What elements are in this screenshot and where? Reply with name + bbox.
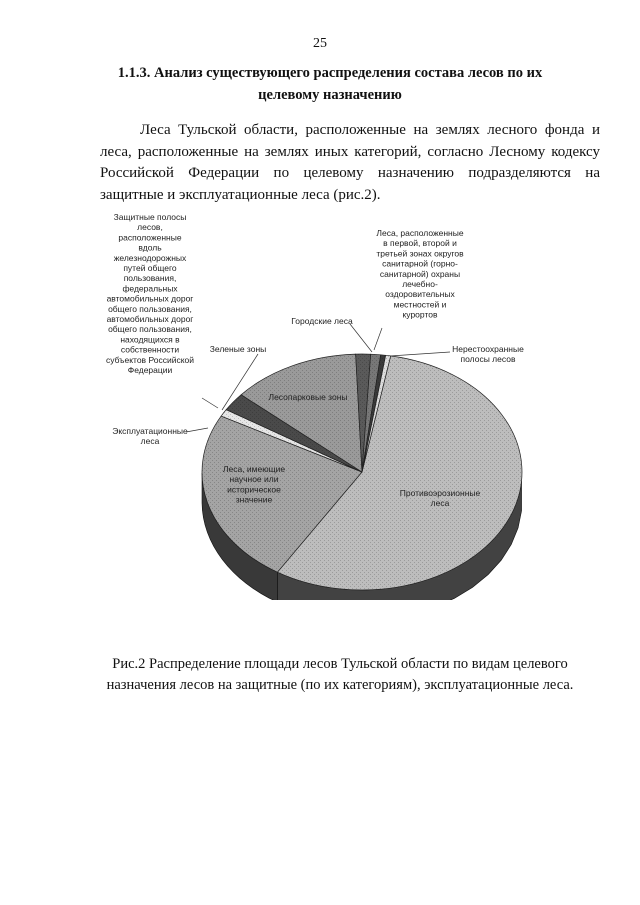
callout-line: Лесопарковые зоны xyxy=(268,392,348,402)
callout-line: Эксплуатационные xyxy=(112,426,188,436)
callout-line: санитарной) охраны xyxy=(379,268,461,279)
callout-label-4 xyxy=(210,344,267,354)
callout-line: историческое xyxy=(227,484,281,495)
callout-line: Городские леса xyxy=(291,316,353,326)
leader-line-2 xyxy=(350,324,372,352)
callout-line: общего пользования, xyxy=(108,324,192,335)
leader-line-1 xyxy=(374,328,382,350)
callout-line: федеральных xyxy=(122,283,178,294)
figure-caption: Рис.2 Распределение площади лесов Тульской области по видам целевого назначения лесов на защитные (по их категориям), эксплуатационные леса. xyxy=(106,656,574,693)
callout-line: Нерестоохранные xyxy=(452,344,524,354)
callout-line: общего пользования, xyxy=(108,303,192,314)
callout-label-1 xyxy=(376,228,464,320)
callout-line: автомобильных дорог xyxy=(106,314,194,324)
callout-label-6 xyxy=(268,392,347,402)
callout-line: Зеленые зоны xyxy=(209,344,267,354)
callout-line: леса xyxy=(430,498,450,509)
pie-chart-svg xyxy=(90,210,570,600)
callout-line: лесов, xyxy=(137,222,163,233)
callout-label-5 xyxy=(112,426,188,446)
callout-label-2 xyxy=(291,316,353,326)
leader-line-5 xyxy=(186,428,208,432)
callout-line: автомобильных дорог xyxy=(106,293,194,304)
callout-line: местностей и xyxy=(393,299,447,310)
leader-line-3 xyxy=(390,352,450,356)
callout-line: Леса, имеющие xyxy=(222,464,286,474)
callout-line: субъектов Российской xyxy=(106,354,194,365)
callout-line: санитарной (горно- xyxy=(382,258,458,269)
body-paragraph: Леса Тульской области, расположенные на землях лесного фонда и леса, расположенные на землях иных категорий, согласно Лесному кодексу Российской Федерации по целевому назначению подразделяются на защитные и эксплуатационные леса (рис.2). xyxy=(100,122,600,203)
callout-label-3 xyxy=(452,344,524,364)
callout-line: значение xyxy=(235,494,273,505)
callout-line: расположенные xyxy=(118,232,182,243)
callout-line: Леса, расположенные xyxy=(376,228,464,238)
callout-line: вдоль xyxy=(138,242,162,253)
callout-line: Противоэрозионные xyxy=(399,488,481,498)
callout-line: оздоровительных xyxy=(385,289,455,300)
callout-line: курортов xyxy=(402,309,438,320)
leader-line-0 xyxy=(202,398,218,408)
callout-line: третьей зонах округов xyxy=(376,248,464,259)
pie-chart xyxy=(90,210,570,600)
callout-label-0 xyxy=(106,212,194,375)
callout-line: пользования, xyxy=(123,273,177,284)
page-number: 25 xyxy=(313,36,327,51)
callout-line: железнодорожных xyxy=(113,252,187,263)
callout-line: полосы лесов xyxy=(460,354,516,365)
callout-line: собственности xyxy=(120,344,180,355)
callout-line: Защитные полосы xyxy=(113,212,187,222)
callout-line: путей общего xyxy=(123,263,177,273)
callout-line: в первой, второй и xyxy=(383,238,457,249)
callout-line: научное или xyxy=(229,474,279,485)
callout-line: Федерации xyxy=(127,365,173,375)
callout-line: леса xyxy=(140,436,160,447)
callout-line: находящихся в xyxy=(120,334,180,345)
callout-line: лечебно- xyxy=(402,279,438,289)
section-heading: 1.1.3. Анализ существующего распределения состава лесов по их целевому назначению xyxy=(117,65,543,103)
